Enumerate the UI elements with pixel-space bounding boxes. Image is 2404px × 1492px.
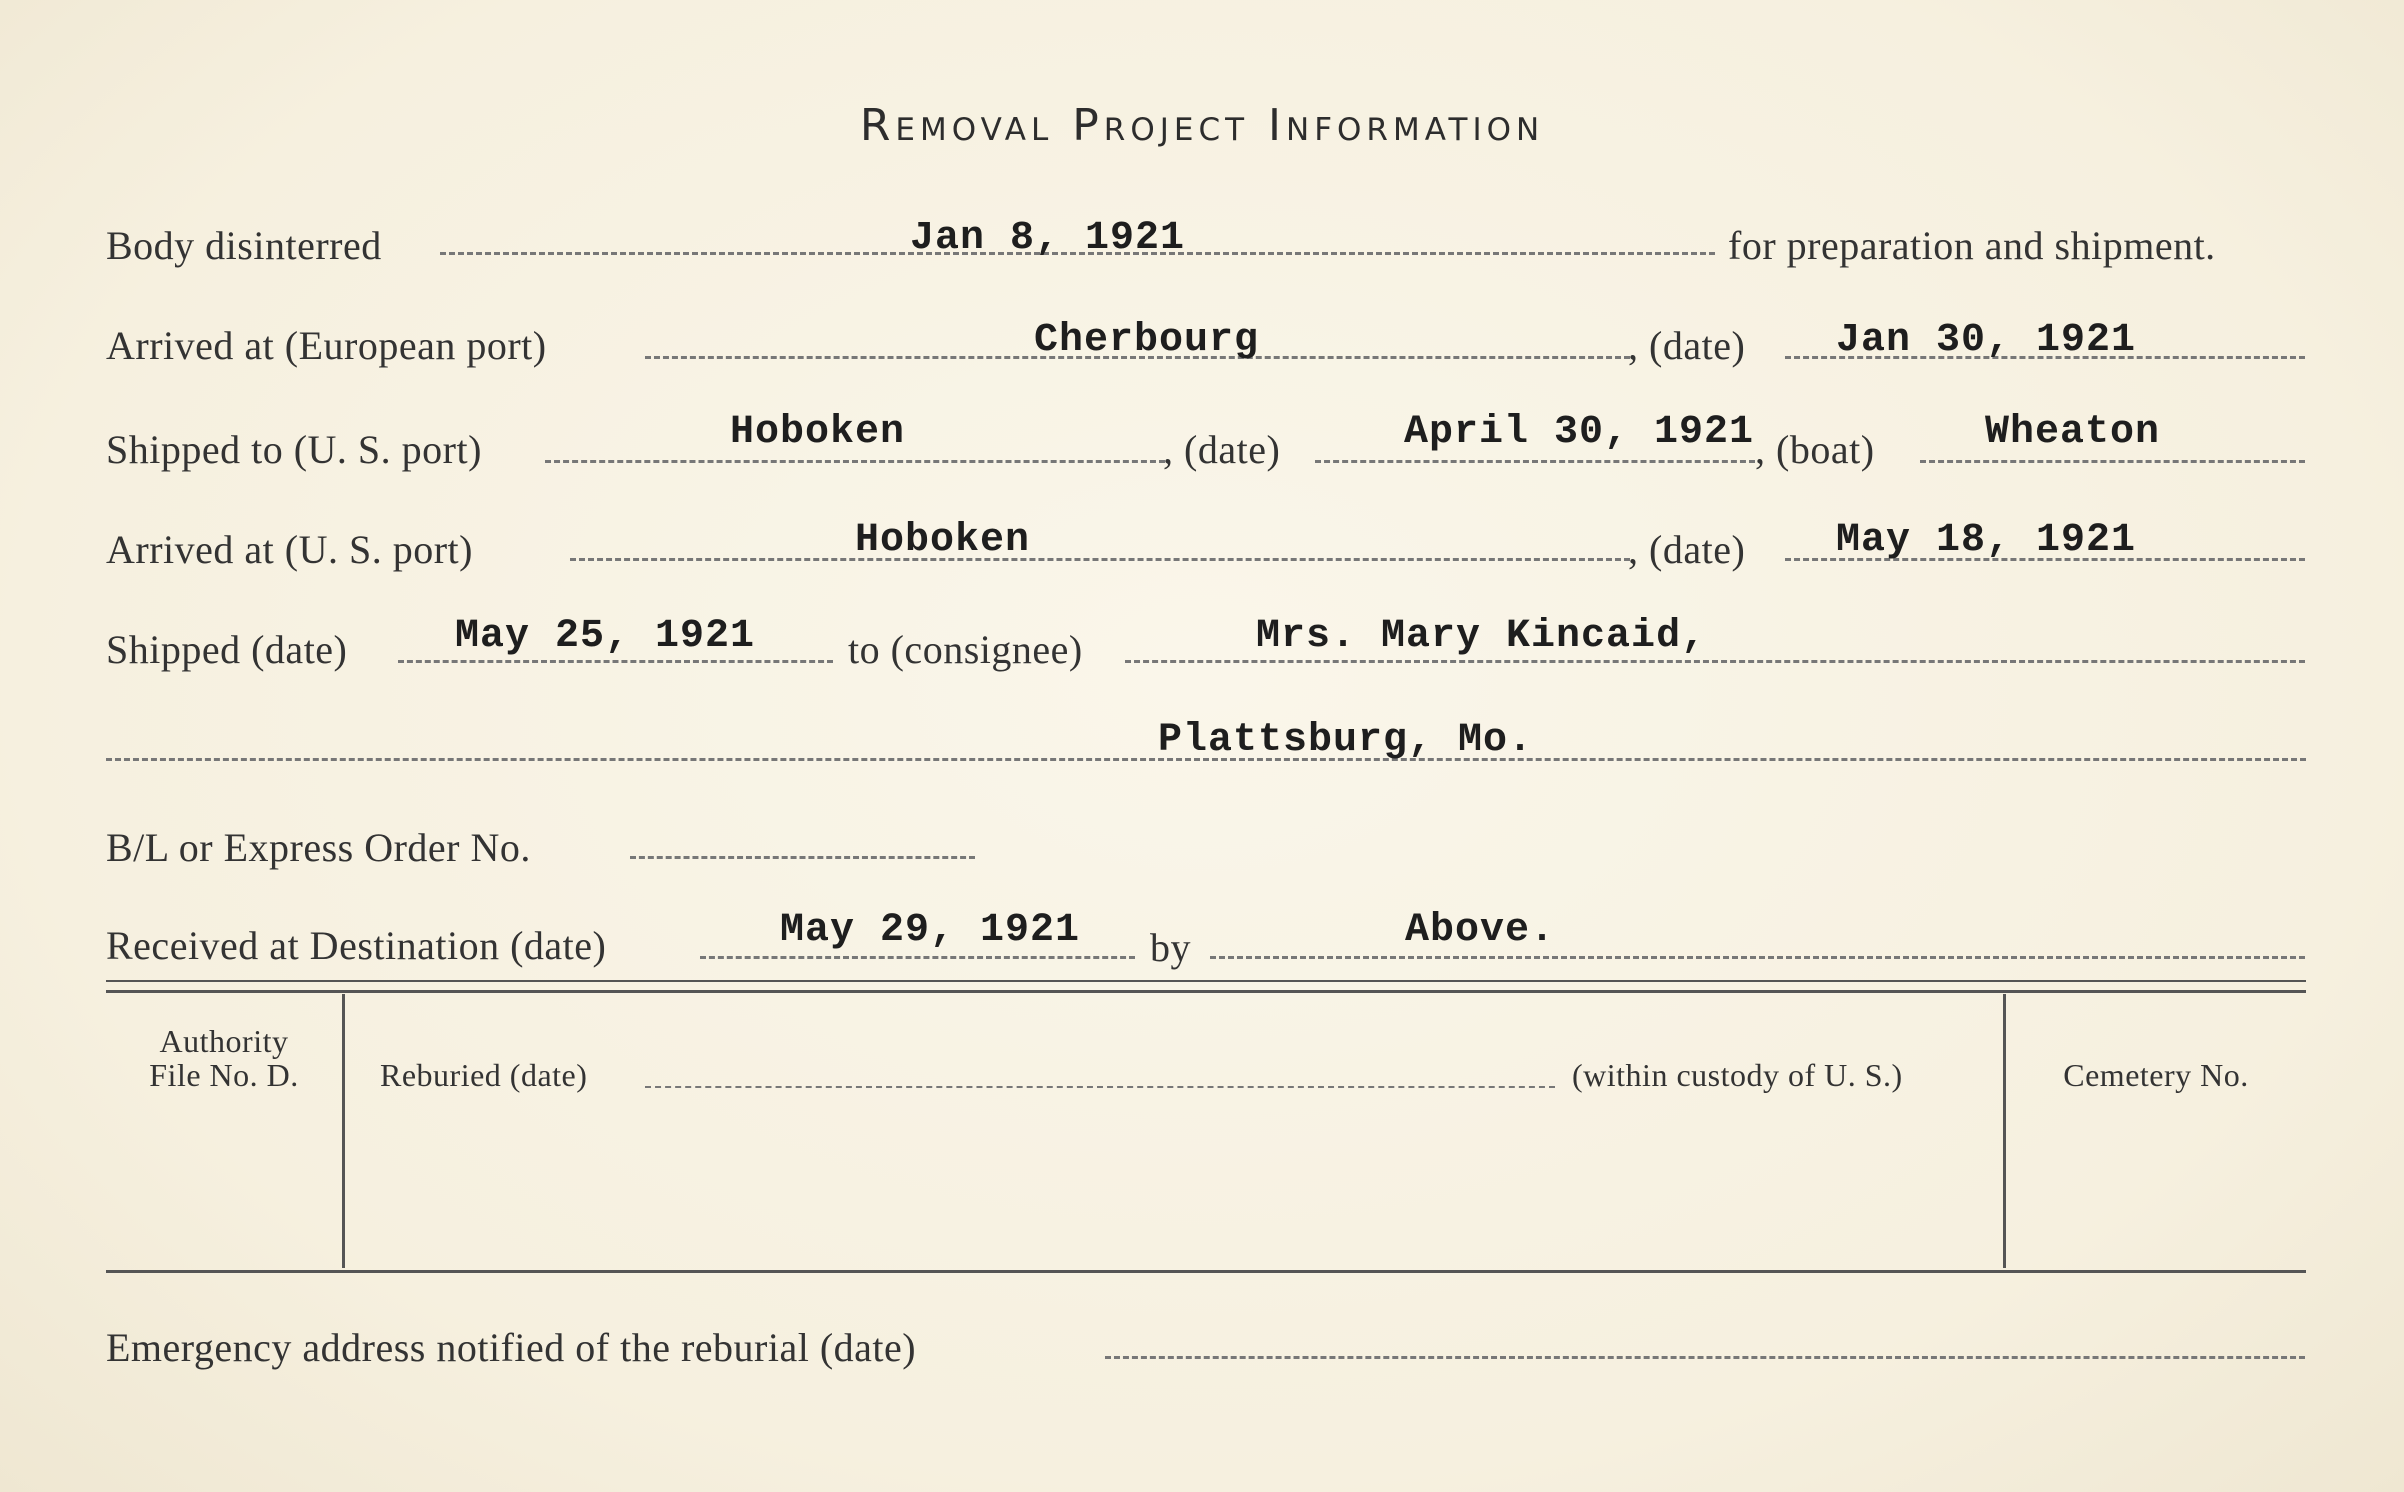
arrived-european-value: Cherbourg (1034, 318, 1260, 363)
shipped-to-us-line (545, 460, 1165, 463)
arrived-european-date-label: , (date) (1628, 323, 1746, 368)
arrived-us-value: Hoboken (855, 518, 1031, 563)
arrived-us-date-label: , (date) (1628, 527, 1746, 572)
received-value: May 29, 1921 (780, 908, 1081, 953)
shipped-to-us-date-value: April 30, 1921 (1404, 410, 1755, 455)
boat-value: Wheaton (1985, 410, 2161, 455)
emergency-label: Emergency address notified of the reburial (date) (106, 1325, 917, 1370)
box-bottom-rule (106, 1270, 2306, 1273)
arrived-european-date-value: Jan 30, 1921 (1836, 318, 2137, 363)
cemetery-label: Cemetery No. (2063, 1057, 2249, 1093)
consignee-label: to (consignee) (848, 627, 1083, 672)
shipped-date-label: Shipped (date) (106, 627, 348, 672)
body-disinterred-label: Body disinterred (106, 223, 382, 268)
boat-line (1920, 460, 2305, 463)
bl-line (630, 856, 975, 859)
consignee-line (1125, 660, 2305, 663)
by-line (1210, 956, 2305, 959)
by-label: by (1150, 925, 1191, 970)
authority-label (106, 1024, 342, 1092)
by-value: Above. (1405, 908, 1556, 953)
bl-label: B/L or Express Order No. (106, 825, 531, 870)
arrived-us-date-value: May 18, 1921 (1836, 518, 2137, 563)
shipped-to-us-date-line (1315, 460, 1755, 463)
authority-divider (342, 994, 345, 1268)
authority-label-line-1: Authority (159, 1023, 289, 1059)
arrived-european-label: Arrived at (European port) (106, 323, 547, 368)
for-preparation-label: for preparation and shipment. (1728, 223, 2216, 268)
shipped-to-us-label: Shipped to (U. S. port) (106, 427, 482, 472)
reburied-label: Reburied (date) (380, 1057, 588, 1093)
authority-label-line-2: File No. D. (149, 1057, 299, 1093)
custody-label: (within custody of U. S.) (1572, 1057, 1903, 1093)
emergency-line (1105, 1356, 2305, 1359)
cemetery-divider (2003, 994, 2006, 1268)
body-disinterred-value: Jan 8, 1921 (910, 216, 1186, 261)
form-title: Removal Project Information (859, 100, 1545, 151)
reburied-line (645, 1086, 1555, 1088)
shipped-to-us-value: Hoboken (730, 410, 906, 455)
shipped-date-line (398, 660, 833, 663)
section-rule-top (106, 980, 2306, 982)
consignee-value: Mrs. Mary Kincaid, (1256, 614, 1707, 659)
received-line (700, 956, 1135, 959)
arrived-us-line (570, 558, 1630, 561)
received-label: Received at Destination (date) (106, 923, 607, 968)
shipped-to-us-date-label: , (date) (1163, 427, 1281, 472)
section-rule-bottom (106, 990, 2306, 993)
shipped-date-value: May 25, 1921 (455, 614, 756, 659)
arrived-us-label: Arrived at (U. S. port) (106, 527, 473, 572)
boat-label: , (boat) (1755, 427, 1875, 472)
consignee-address-value: Plattsburg, Mo. (1158, 718, 1534, 763)
